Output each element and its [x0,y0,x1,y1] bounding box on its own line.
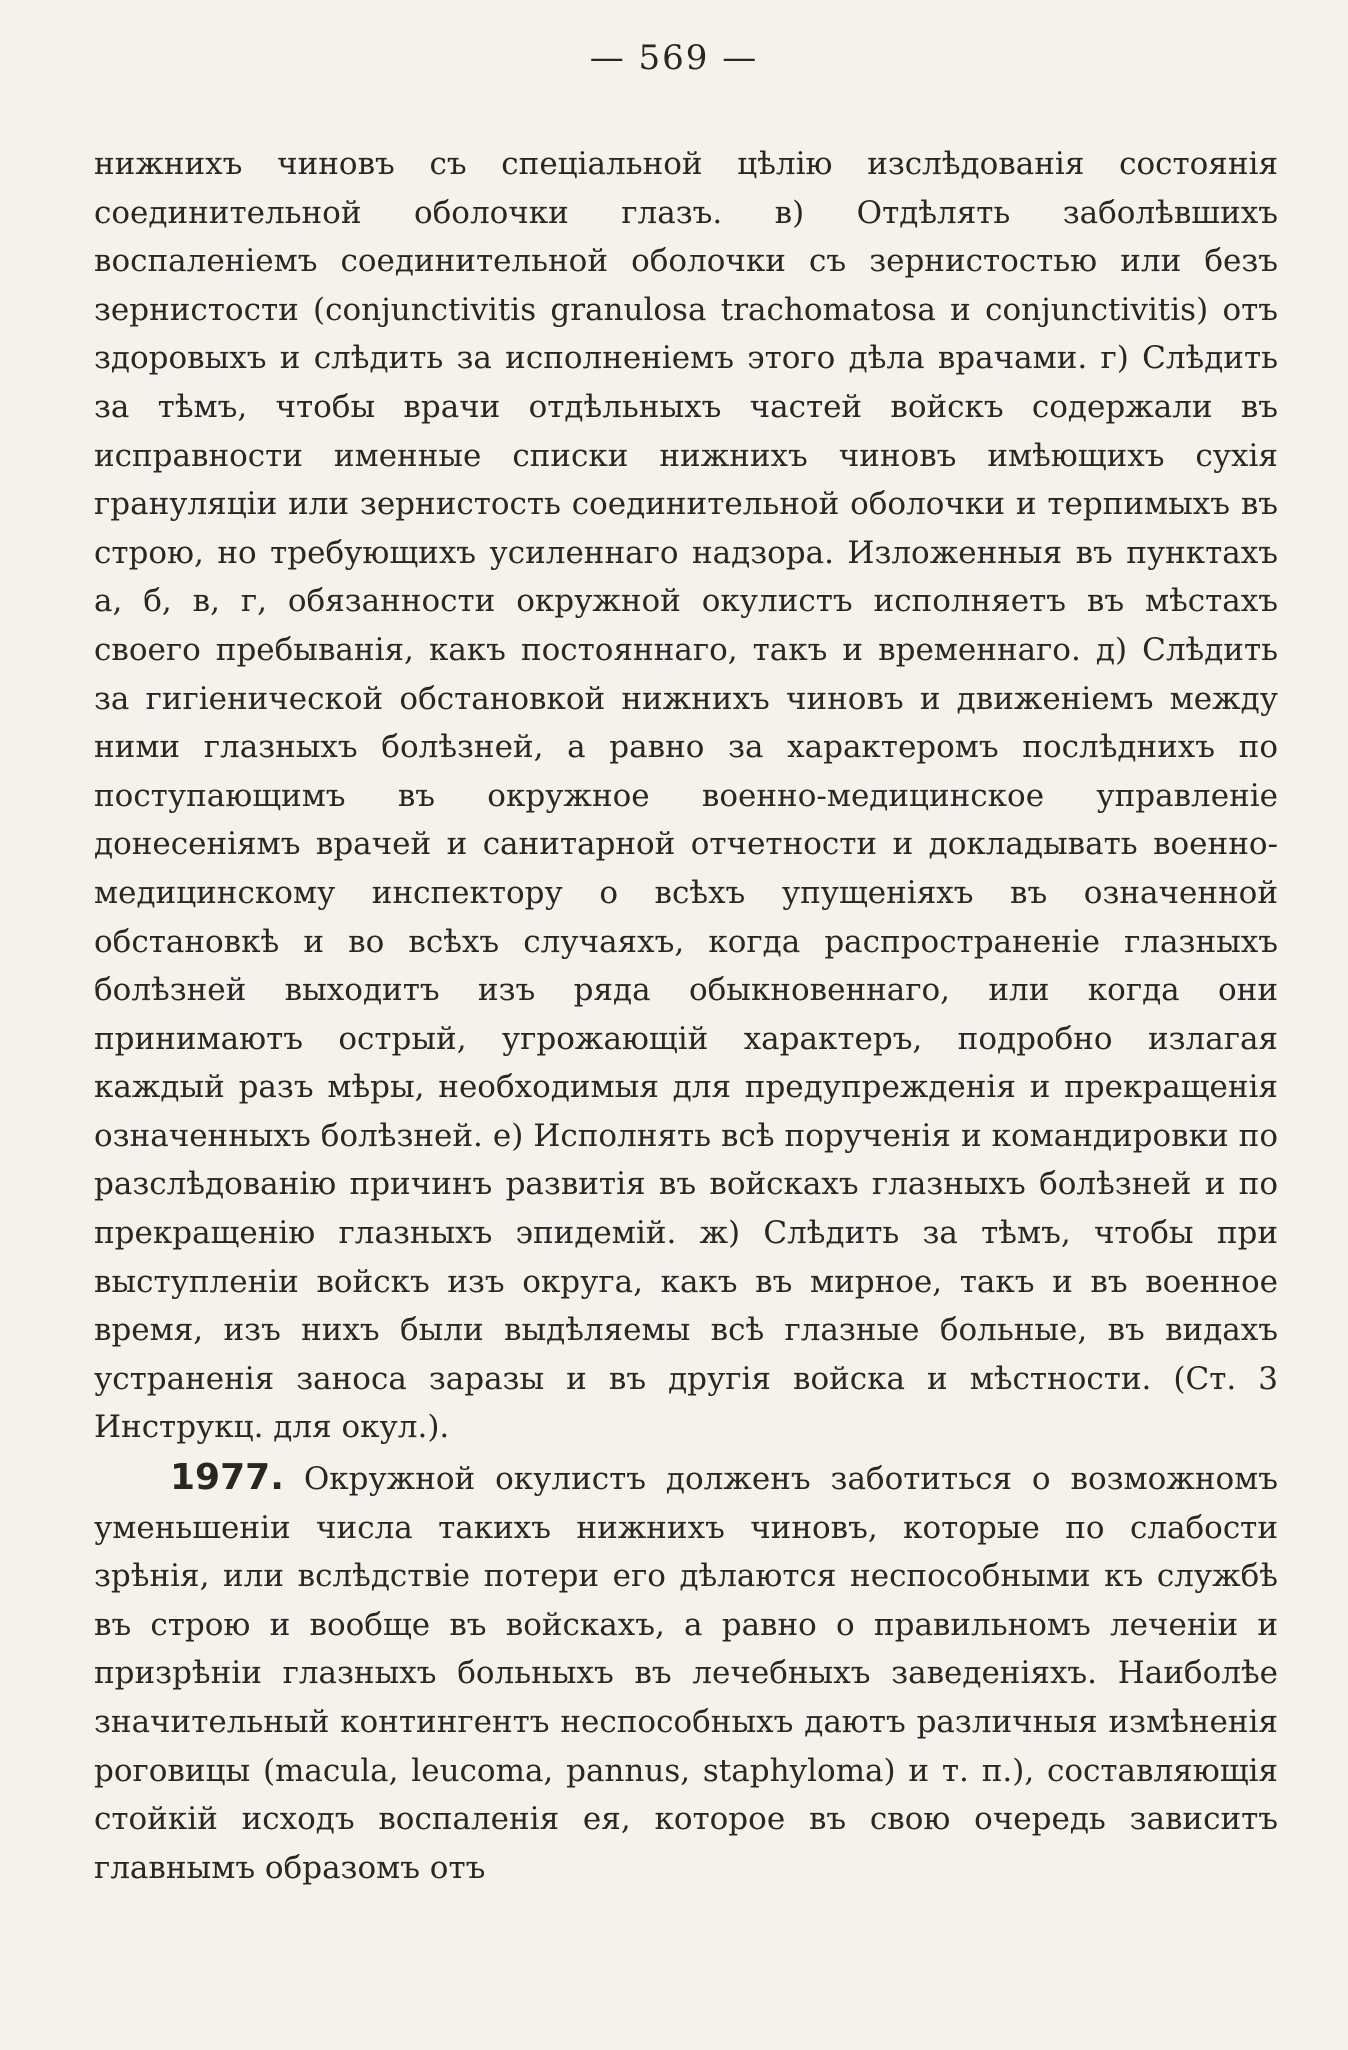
paragraph-1977 [94,1454,1278,1892]
paragraph-continuation: нижнихъ чиновъ съ спеціальной цѣлію изслѣдованія состоянія соединительной оболочки глазъ. в) Отдѣлять заболѣвшихъ воспаленіемъ соединительной оболочки съ зернистостью или безъ зернистости (conjunctivitis granulosa trachomatosa и conjunctivitis) отъ здоровыхъ и слѣдить за исполненіемъ этого дѣла врачами. г) Слѣдить за тѣмъ, чтобы врачи отдѣльныхъ частей войскъ содержали въ исправности именные списки нижнихъ чиновъ имѣющихъ сухія грануляціи или зернистость соединительной оболочки и терпимыхъ въ строю, но требующихъ усиленнаго надзора. Изложенныя въ пунктахъ а, б, в, г, обязанности окружной окулистъ исполняетъ въ мѣстахъ своего пребыванія, какъ постояннаго, такъ и временнаго. д) Слѣдить за гигіенической обстановкой нижнихъ чиновъ и движеніемъ между ними глазныхъ болѣзней, а равно за характеромъ послѣднихъ по поступающимъ въ окружное военно-медицинское управленіе донесеніямъ врачей и санитарной отчетности и докладывать военно-медицинскому инспектору о всѣхъ упущеніяхъ въ означенной обстановкѣ и во всѣхъ случаяхъ, когда распространеніе глазныхъ болѣзней выходитъ изъ ряда обыкновеннаго, или когда они принимаютъ острый, угрожающій характеръ, подробно излагая каждый разъ мѣры, необходимыя для предупрежденія и прекращенія означенныхъ болѣзней. е) Исполнять всѣ порученія и командировки по разслѣдованію причинъ развитія въ войскахъ глазныхъ болѣзней и по прекращенію глазныхъ эпидемій. ж) Слѣдить за тѣмъ, чтобы при выступленіи войскъ изъ округа, какъ въ мирное, такъ и въ военное время, изъ нихъ были выдѣляемы всѣ глазные больные, въ видахъ устраненія заноса заразы и въ другія войска и мѣстности. (Ст. 3 Инструкц. для окул.). [94,146,1278,1446]
page-number: — 569 — [589,38,759,78]
page-body [94,140,1278,1892]
section-number: 1977. [170,1457,284,1499]
paragraph-1977-text: Окружной окулистъ долженъ заботиться о возможномъ уменьшеніи числа такихъ нижнихъ чиновъ, которые по слабости зрѣнія, или вслѣдствіе потери его дѣлаются неспособными къ службѣ въ строю и вообще въ войскахъ, а равно о правильномъ леченіи и призрѣніи глазныхъ больныхъ въ лечебныхъ заведеніяхъ. Наиболѣе значительный контингентъ неспособныхъ даютъ различныя измѣненія роговицы (macula, leucoma, pannus, staphyloma) и т. п.), составляющія стойкій исходъ воспаленія ея, которое въ свою очередь зависитъ главнымъ образомъ отъ [94,1461,1279,1886]
